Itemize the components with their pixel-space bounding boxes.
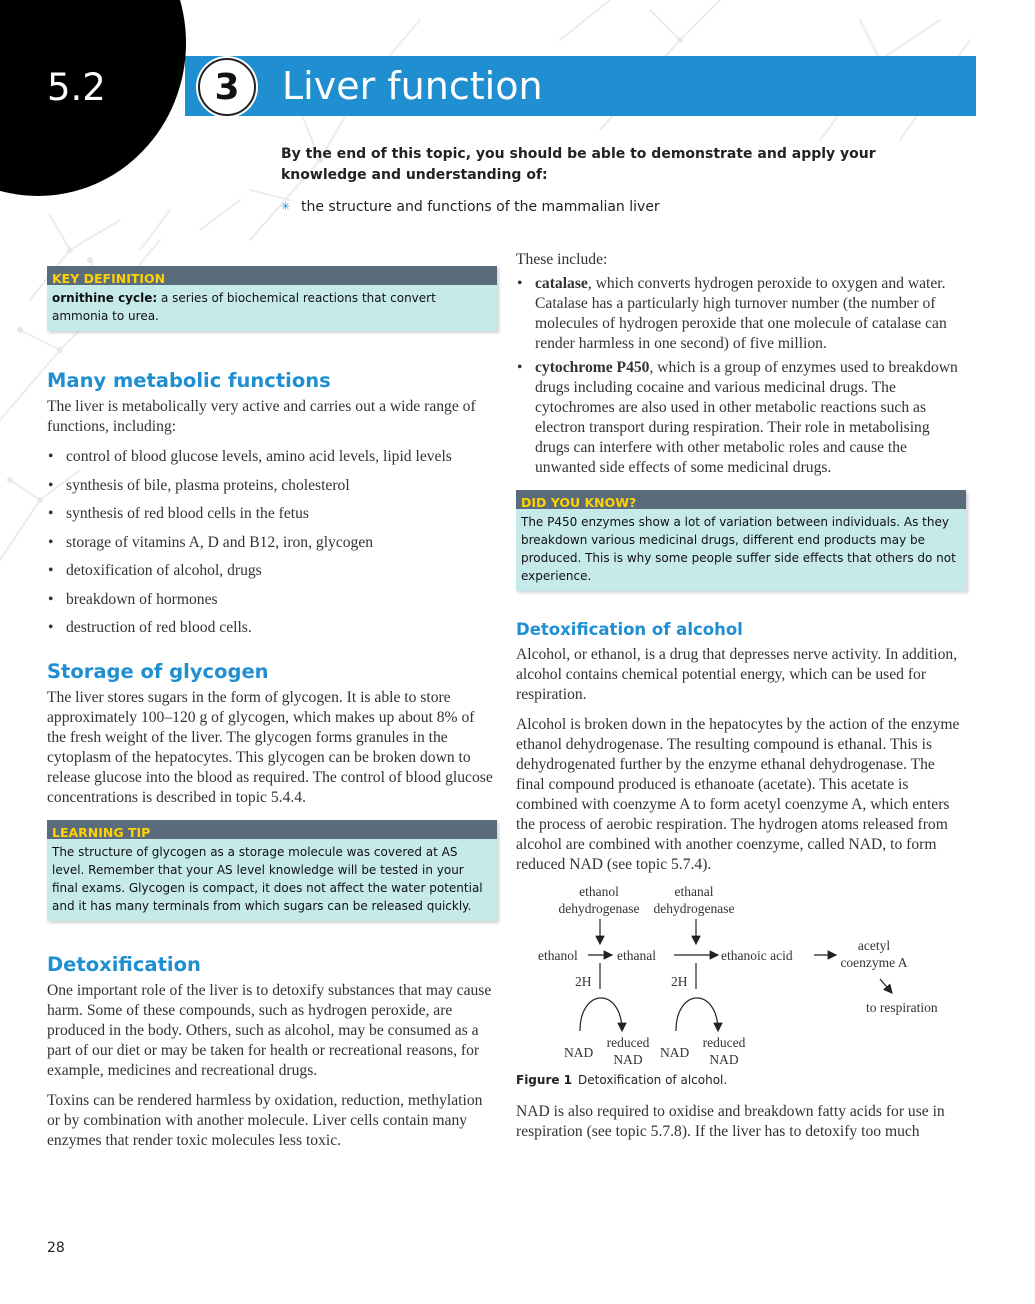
right-column xyxy=(516,250,966,1142)
enzyme-list xyxy=(516,274,966,478)
enzyme2-label-line2: dehydrogenase xyxy=(653,901,735,916)
page-number: 28 xyxy=(47,1240,65,1256)
learning-objectives xyxy=(281,144,961,216)
list-item: • control of blood glucose levels, amino acid levels, lipid levels xyxy=(47,447,497,467)
key-definition-box xyxy=(47,266,497,331)
left-column xyxy=(47,254,497,1151)
learning-tip-box xyxy=(47,820,497,921)
metabolic-intro: The liver is metabolically very active and carries out a wide range of functions, including: xyxy=(47,398,476,435)
reduced2-line2: NAD xyxy=(709,1052,739,1067)
ethanol-label: ethanol xyxy=(538,948,578,963)
enzyme2-label-line1: ethanal xyxy=(674,884,714,899)
to-respiration-label: to respiration xyxy=(866,1000,938,1015)
ethanal-label: ethanal xyxy=(617,948,656,963)
asterisk-bullet-icon: ✳ xyxy=(281,200,291,213)
alcohol-paragraph-2: Alcohol is broken down in the hepatocytes by the action of the enzyme ethanol dehydrogenase. The resulting compound is ethanal. This is dehydrogenated further by the enzyme ethanal dehydrogenase. The final compound produced is ethanoate (acetate). This acetate is combined with coenzyme A to form acetyl coenzyme A, which enters the process of aerobic respiration. The hydrogen atoms released from alcohol are combined with another coenzyme, called NAD, to form reduced NAD (see topic 5.7.4). xyxy=(516,716,960,873)
learning-tip-heading: LEARNING TIP xyxy=(47,820,497,839)
list-item xyxy=(516,274,966,354)
h1-label: 2H xyxy=(575,974,592,989)
learning-tip-body: The structure of glycogen as a storage molecule was covered at AS level. Remember that your AS level knowledge will be tested in your final exams. Glycogen is compact, it does not affect the water potential and it has many terminals from which sugars can be released quickly. xyxy=(52,845,483,913)
h2-label: 2H xyxy=(671,974,688,989)
detox-paragraph-2: Toxins can be rendered harmless by oxidation, reduction, methylation or by combination with another molecule. Liver cells contain many enzymes that render toxic molecules less toxic. xyxy=(47,1092,483,1149)
reduced1-line1: reduced xyxy=(606,1035,650,1050)
list-item: • storage of vitamins A, D and B12, iron, glycogen xyxy=(47,533,497,553)
enzyme-term: catalase xyxy=(535,275,588,292)
key-definition-body xyxy=(47,285,497,331)
key-definition-text: a series of biochemical reactions that convert ammonia to urea. xyxy=(52,291,436,323)
alcohol-paragraph-3: NAD is also required to oxidise and breakdown fatty acids for use in respiration (see topic 5.7.8). If the liver has to detoxify too much xyxy=(516,1103,945,1140)
nad2-reduction-arc xyxy=(676,998,718,1031)
key-definition-heading: KEY DEFINITION xyxy=(47,266,497,285)
list-item: • destruction of red blood cells. xyxy=(47,618,497,638)
list-item: • synthesis of bile, plasma proteins, cholesterol xyxy=(47,476,497,496)
figure-caption xyxy=(516,1070,966,1090)
list-item: • synthesis of red blood cells in the fetus xyxy=(47,504,497,524)
heading-metabolic-functions: Many metabolic functions xyxy=(47,369,331,392)
enzyme1-label xyxy=(554,883,644,917)
alcohol-pathway-diagram xyxy=(516,881,966,1066)
heading-detoxification-of-alcohol: Detoxification of alcohol xyxy=(516,620,743,639)
alcohol-paragraph-1: Alcohol, or ethanol, is a drug that depresses nerve activity. In addition, alcohol contains chemical potential energy, which can be used for respiration. xyxy=(516,646,958,703)
enzyme1-label-line1: ethanol xyxy=(579,884,619,899)
list-item: • breakdown of hormones xyxy=(47,590,497,610)
enzyme2-label xyxy=(649,883,739,917)
to-respiration-arrow xyxy=(880,979,892,993)
did-you-know-heading: DID YOU KNOW? xyxy=(516,490,966,509)
reduced2-line1: reduced xyxy=(702,1035,746,1050)
did-you-know-body: The P450 enzymes show a lot of variation between individuals. As they breakdown various medicinal drugs, different end products may be produced. This is why some people suffer side effects that others do not experience. xyxy=(521,515,956,583)
detox-paragraph-1: One important role of the liver is to detoxify substances that may cause harm. Some of these compounds, such as hydrogen peroxide, are produced in the body. Others, such as alcohol, may be consumed as a part of our diet or may be taken for health or recreational reasons, for example, medicines and recreational drugs. xyxy=(47,982,492,1079)
objective-text: the structure and functions of the mammalian liver xyxy=(301,199,660,215)
nad1-reduction-arc xyxy=(580,998,622,1031)
did-you-know-box xyxy=(516,490,966,591)
acetyl-line1: acetyl xyxy=(857,938,891,953)
enzyme-text: , which converts hydrogen peroxide to oxygen and water. Catalase has a particularly high turnover number (the number of molecules of hydrogen peroxide that one molecule of catalase can render harmless in one second) of five million. xyxy=(535,275,947,352)
section-number: 5.2 xyxy=(47,66,106,109)
heading-detoxification: Detoxification xyxy=(47,953,201,976)
reduced-nad2-label xyxy=(697,1034,751,1068)
chapter-number-badge: 3 xyxy=(198,58,256,116)
acetyl-coa-label xyxy=(834,937,914,971)
enzyme-text: , which is a group of enzymes used to breakdown drugs including cocaine and various medicinal drugs. The cytochromes are also used in other metabolic reactions such as electron transport during respiration. Their role in metabolising drugs can interfere with other metabolic roles and cause the unwanted side effects of some medicinal drugs. xyxy=(535,359,958,476)
nad2-label: NAD xyxy=(660,1045,690,1060)
ethanoic-acid-label: ethanoic acid xyxy=(721,948,793,963)
metabolic-list xyxy=(47,447,497,638)
glycogen-text: The liver stores sugars in the form of glycogen. It is able to store approximately 100–120 g of glycogen, which makes up about 8% of the fresh weight of the liver. The glycogen forms granules in the cytoplasm of the hepatocytes. This glycogen can be broken down to release glucose into the blood as required. The control of blood glucose concentrations is described in topic 5.4.4. xyxy=(47,689,493,806)
enzyme-term: cytochrome P450 xyxy=(535,359,650,376)
key-definition-term: ornithine cycle: xyxy=(52,291,158,305)
enzyme1-label-line2: dehydrogenase xyxy=(558,901,640,916)
nad1-label: NAD xyxy=(564,1045,594,1060)
reduced-nad1-label xyxy=(601,1034,655,1068)
objectives-lead: By the end of this topic, you should be able to demonstrate and apply your knowledge and understanding of: xyxy=(281,146,876,183)
heading-storage-of-glycogen: Storage of glycogen xyxy=(47,660,269,683)
enzymes-intro: These include: xyxy=(516,251,608,268)
objective-item xyxy=(281,198,961,216)
list-item: • detoxification of alcohol, drugs xyxy=(47,561,497,581)
list-item xyxy=(516,358,966,478)
reduced1-line2: NAD xyxy=(613,1052,643,1067)
figure-caption-label: Figure 1 xyxy=(516,1073,573,1087)
page-title: Liver function xyxy=(282,64,543,108)
figure-caption-text: Detoxification of alcohol. xyxy=(578,1073,728,1087)
acetyl-line2: coenzyme A xyxy=(840,955,908,970)
